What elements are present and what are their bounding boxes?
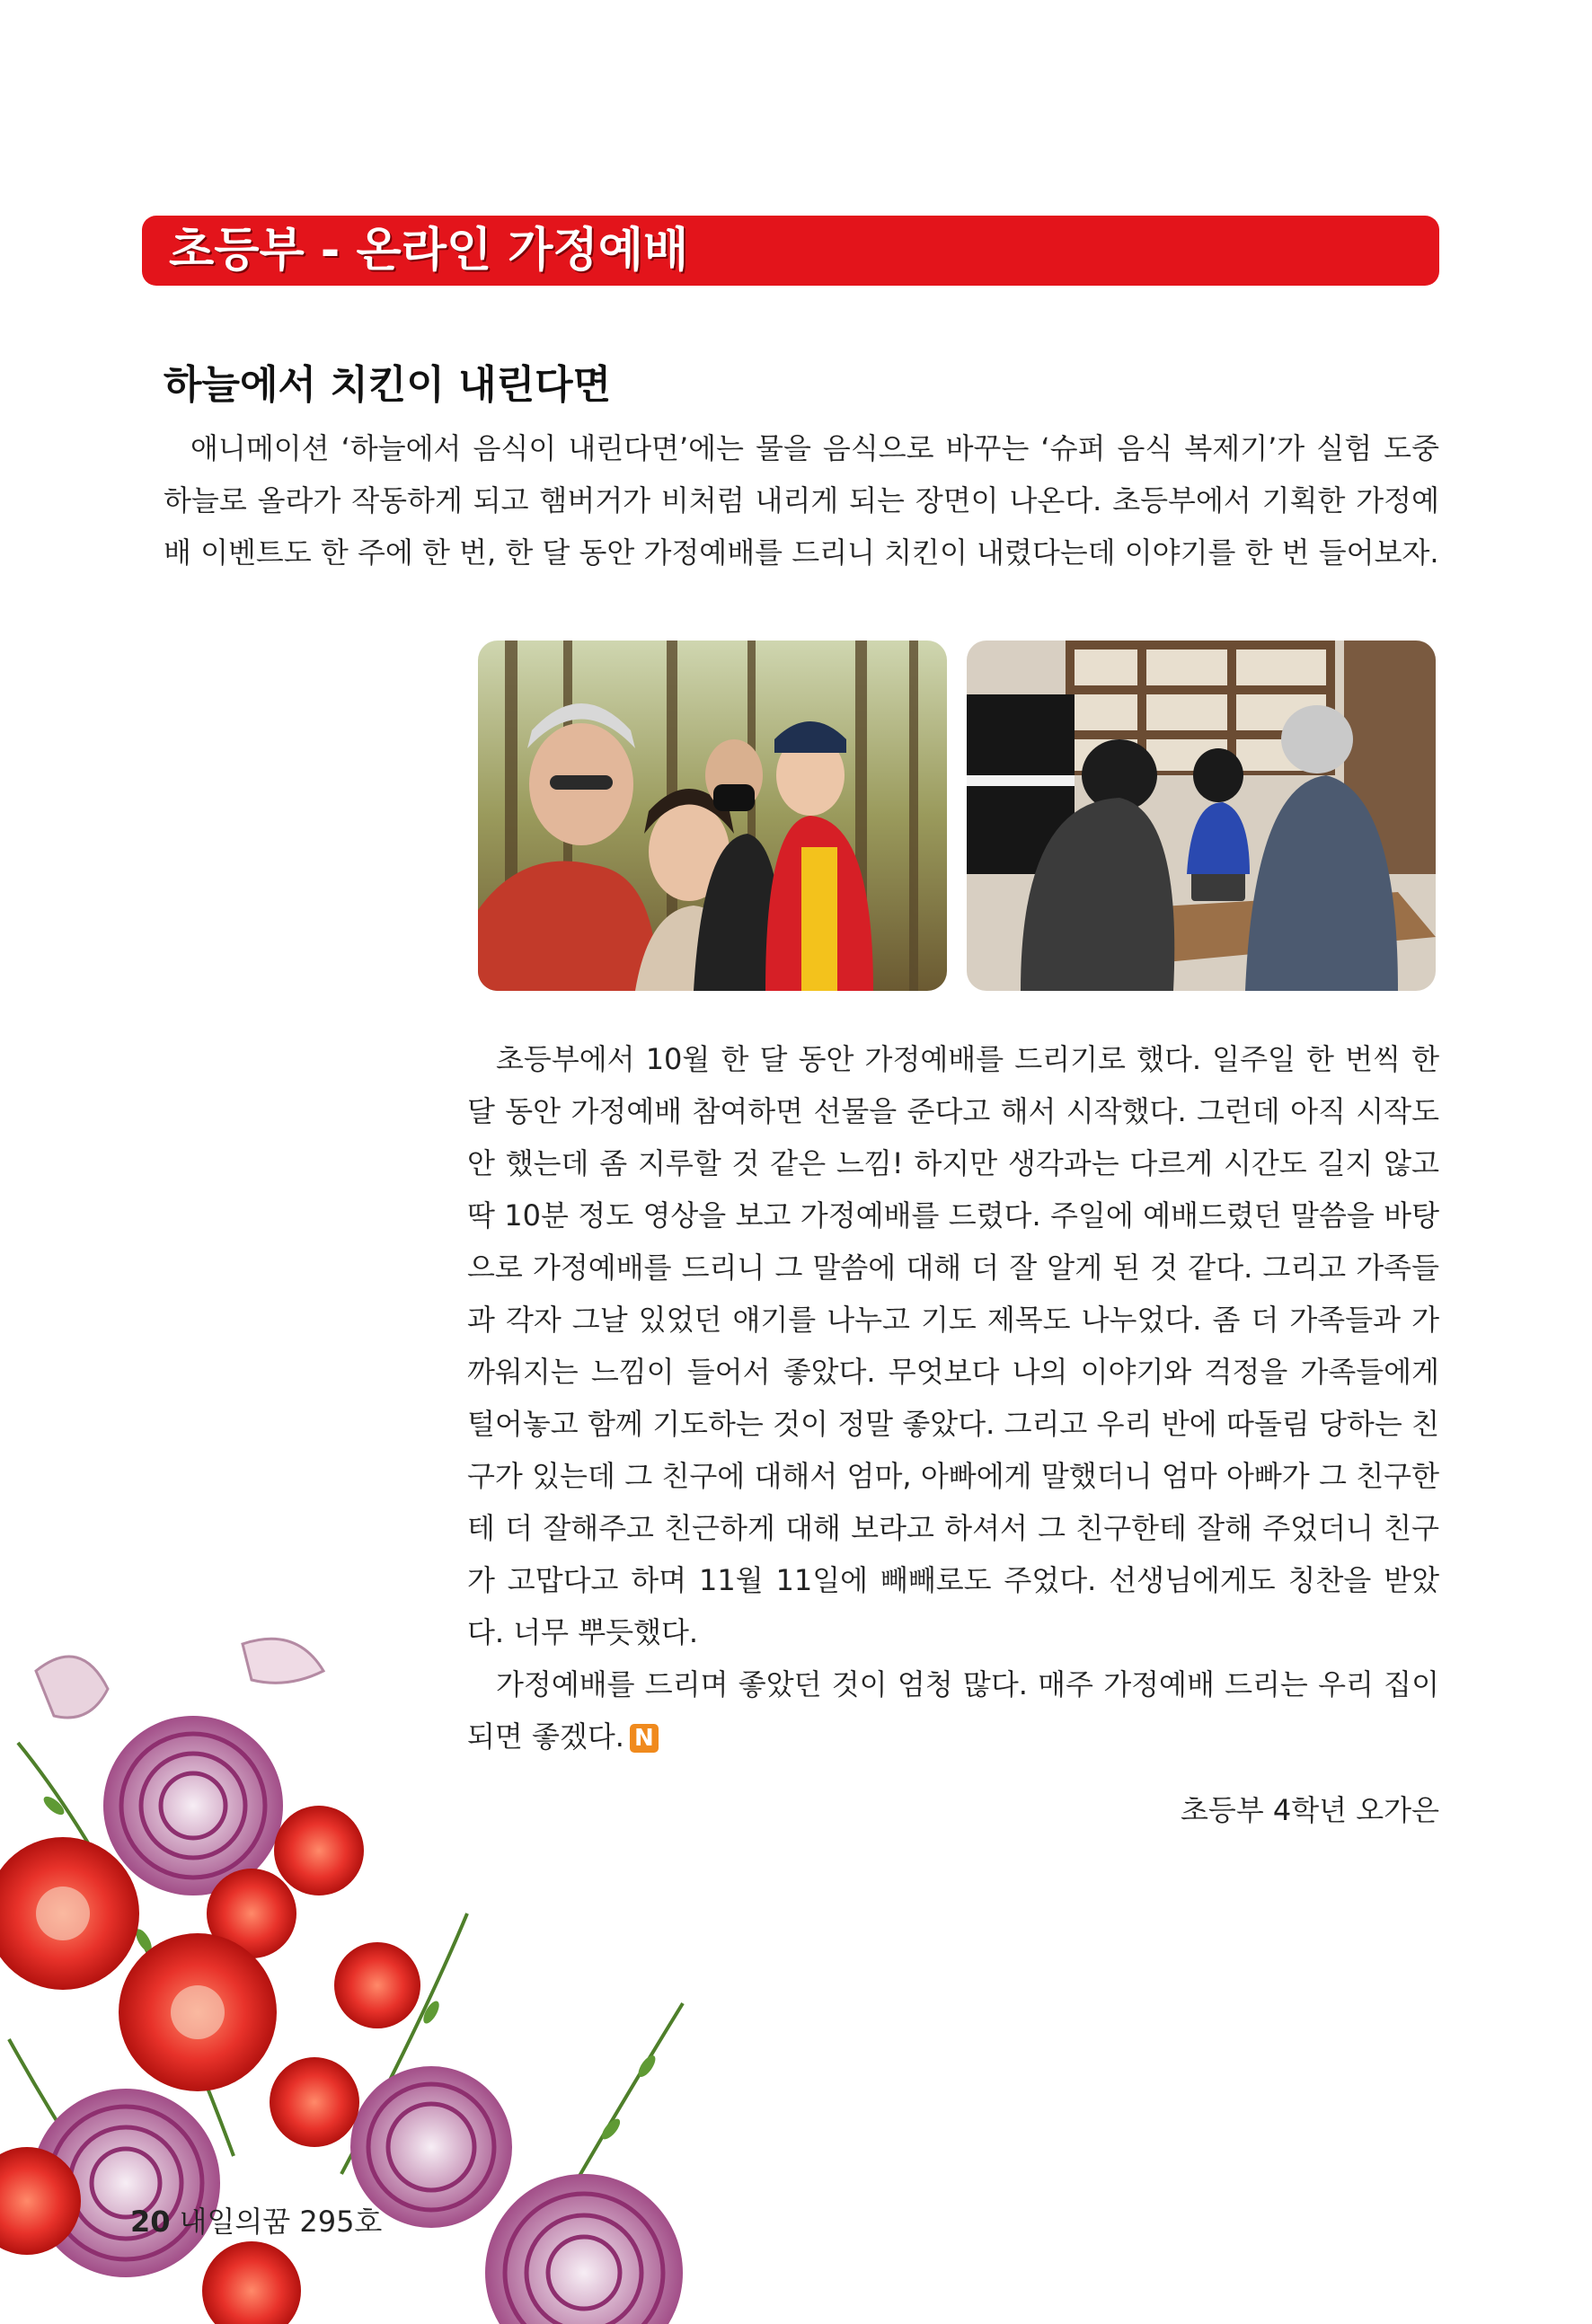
article-title: 하늘에서 치킨이 내린다면 <box>164 362 612 408</box>
section-header-bar <box>142 216 1439 286</box>
page-number: 20 <box>130 2205 171 2239</box>
body-paragraph-2-text: 가정예배를 드리며 좋았던 것이 엄청 많다. 매주 가정예배 드리는 우리 집이 되면 좋겠다. <box>467 1667 1439 1754</box>
family-prayer-photo <box>967 641 1436 991</box>
vegetables-decoration <box>0 1617 773 2324</box>
section-title: 초등부 - 온라인 가정예배 <box>169 224 689 278</box>
end-mark-badge: N <box>630 1724 659 1753</box>
magazine-issue: 내일의꿈 295호 <box>179 2205 383 2239</box>
author-byline: 초등부 4학년 오가은 <box>1181 1793 1439 1827</box>
family-forest-photo <box>478 641 947 991</box>
intro-paragraph: 애니메이션 ‘하늘에서 음식이 내린다면’에는 물을 음식으로 바꾸는 ‘슈퍼 음식 복제기’가 실험 도중 하늘로 올라가 작동하게 되고 햄버거가 비처럼 내리게 되는 장면이 나온다. 초등부에서 기획한 가정예배 이벤트도 한 주에 한 번, 한 달 동안 가정예배를 드리니 치킨이 내렸다는데 이야기를 한 번 들어보자. <box>164 431 1439 570</box>
body-paragraph-1: 초등부에서 10월 한 달 동안 가정예배를 드리기로 했다. 일주일 한 번씩 한 달 동안 가정예배 참여하면 선물을 준다고 해서 시작했다. 그런데 아직 시작도 안 했는데 좀 지루할 것 같은 느낌! 하지만 생각과는 다르게 시간도 길지 않고 딱 10분 정도 영상을 보고 가정예배를 드렸다. 주일에 예배드렸던 말씀을 바탕으로 가정예배를 드리니 그 말씀에 대해 더 잘 알게 된 것 같다. 그리고 가족들과 각자 그날 있었던 얘기를 나누고 기도 제목도 나누었다. 좀 더 가족들과 가까워지는 느낌이 들어서 좋았다. 무엇보다 나의 이야기와 걱정을 가족들에게 털어놓고 함께 기도하는 것이 정말 좋았다. 그리고 우리 반에 따돌림 당하는 친구가 있는데 그 친구에 대해서 엄마, 아빠에게 말했더니 엄마 아빠가 그 친구한테 더 잘해주고 친근하게 대해 보라고 하셔서 그 친구한테 잘해 주었더니 친구가 고맙다고 하며 11월 11일에 빼빼로도 주었다. 선생님에게도 칭찬을 받았다. 너무 뿌듯했다. <box>467 1042 1439 1649</box>
page-footer <box>130 2199 382 2240</box>
